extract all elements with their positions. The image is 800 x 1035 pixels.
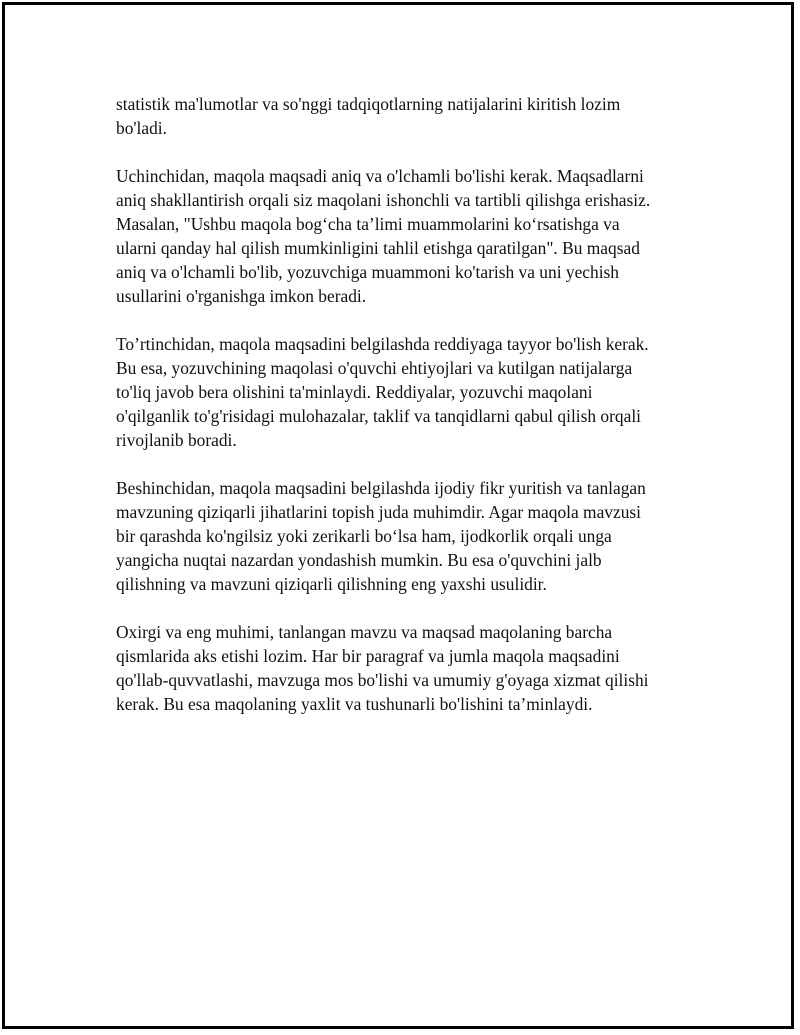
text-line: usullarini o'rganishga imkon beradi. <box>116 286 367 306</box>
text-line: Oxirgi va eng muhimi, tanlangan mavzu va maqsad maqolaning barcha <box>116 622 613 642</box>
text-line: bo'ladi. <box>116 118 167 138</box>
text-line: to'liq javob bera olishini ta'minlaydi. Reddiyalar, yozuvchi maqolani <box>116 382 593 402</box>
paragraph-4 <box>116 476 688 596</box>
text-line: statistik ma'lumotlar va so'nggi tadqiqotlarning natijalarini kiritish lozim <box>116 94 621 114</box>
text-line: qilishning va mavzuni qiziqarli qilishning eng yaxshi usulidir. <box>116 574 547 594</box>
text-line: To’rtinchidan, maqola maqsadini belgilashda reddiyaga tayyor bo'lish kerak. <box>116 334 649 354</box>
text-line: Uchinchidan, maqola maqsadi aniq va o'lchamli bo'lishi kerak. Maqsadlarni <box>116 166 644 186</box>
text-line: ularni qanday hal qilish mumkinligini tahlil etishga qaratilgan". Bu maqsad <box>116 238 640 258</box>
text-line: mavzuning qiziqarli jihatlarini topish juda muhimdir. Agar maqola mavzusi <box>116 502 641 522</box>
paragraph-1 <box>116 92 688 140</box>
text-line: bir qarashda ko'ngilsiz yoki zerikarli bo‘lsa ham, ijodkorlik orqali unga <box>116 526 612 546</box>
text-line: o'qilganlik to'g'risidagi mulohazalar, taklif va tanqidlarni qabul qilish orqali <box>116 406 641 426</box>
text-line: qo'llab-quvvatlashi, mavzuga mos bo'lishi va umumiy g'oyaga xizmat qilishi <box>116 670 649 690</box>
paragraph-2 <box>116 164 688 308</box>
text-line: Masalan, "Ushbu maqola bog‘cha ta’limi muammolarini ko‘rsatishga va <box>116 214 620 234</box>
text-line: rivojlanib boradi. <box>116 430 237 450</box>
text-line: Bu esa, yozuvchining maqolasi o'quvchi ehtiyojlari va kutilgan natijalarga <box>116 358 633 378</box>
text-line: kerak. Bu esa maqolaning yaxlit va tushunarli bo'lishini ta’minlaydi. <box>116 694 593 714</box>
text-line: aniq va o'lchamli bo'lib, yozuvchiga muammoni ko'tarish va uni yechish <box>116 262 619 282</box>
text-line: qismlarida aks etishi lozim. Har bir paragraf va jumla maqola maqsadini <box>116 646 620 666</box>
text-line: aniq shakllantirish orqali siz maqolani ishonchli va tartibli qilishga erishasiz. <box>116 190 651 210</box>
text-line: yangicha nuqtai nazardan yondashish mumkin. Bu esa o'quvchini jalb <box>116 550 602 570</box>
paragraph-5 <box>116 620 688 716</box>
text-line: Beshinchidan, maqola maqsadini belgilashda ijodiy fikr yuritish va tanlagan <box>116 478 646 498</box>
paragraph-3 <box>116 332 688 452</box>
document-body <box>116 92 688 740</box>
